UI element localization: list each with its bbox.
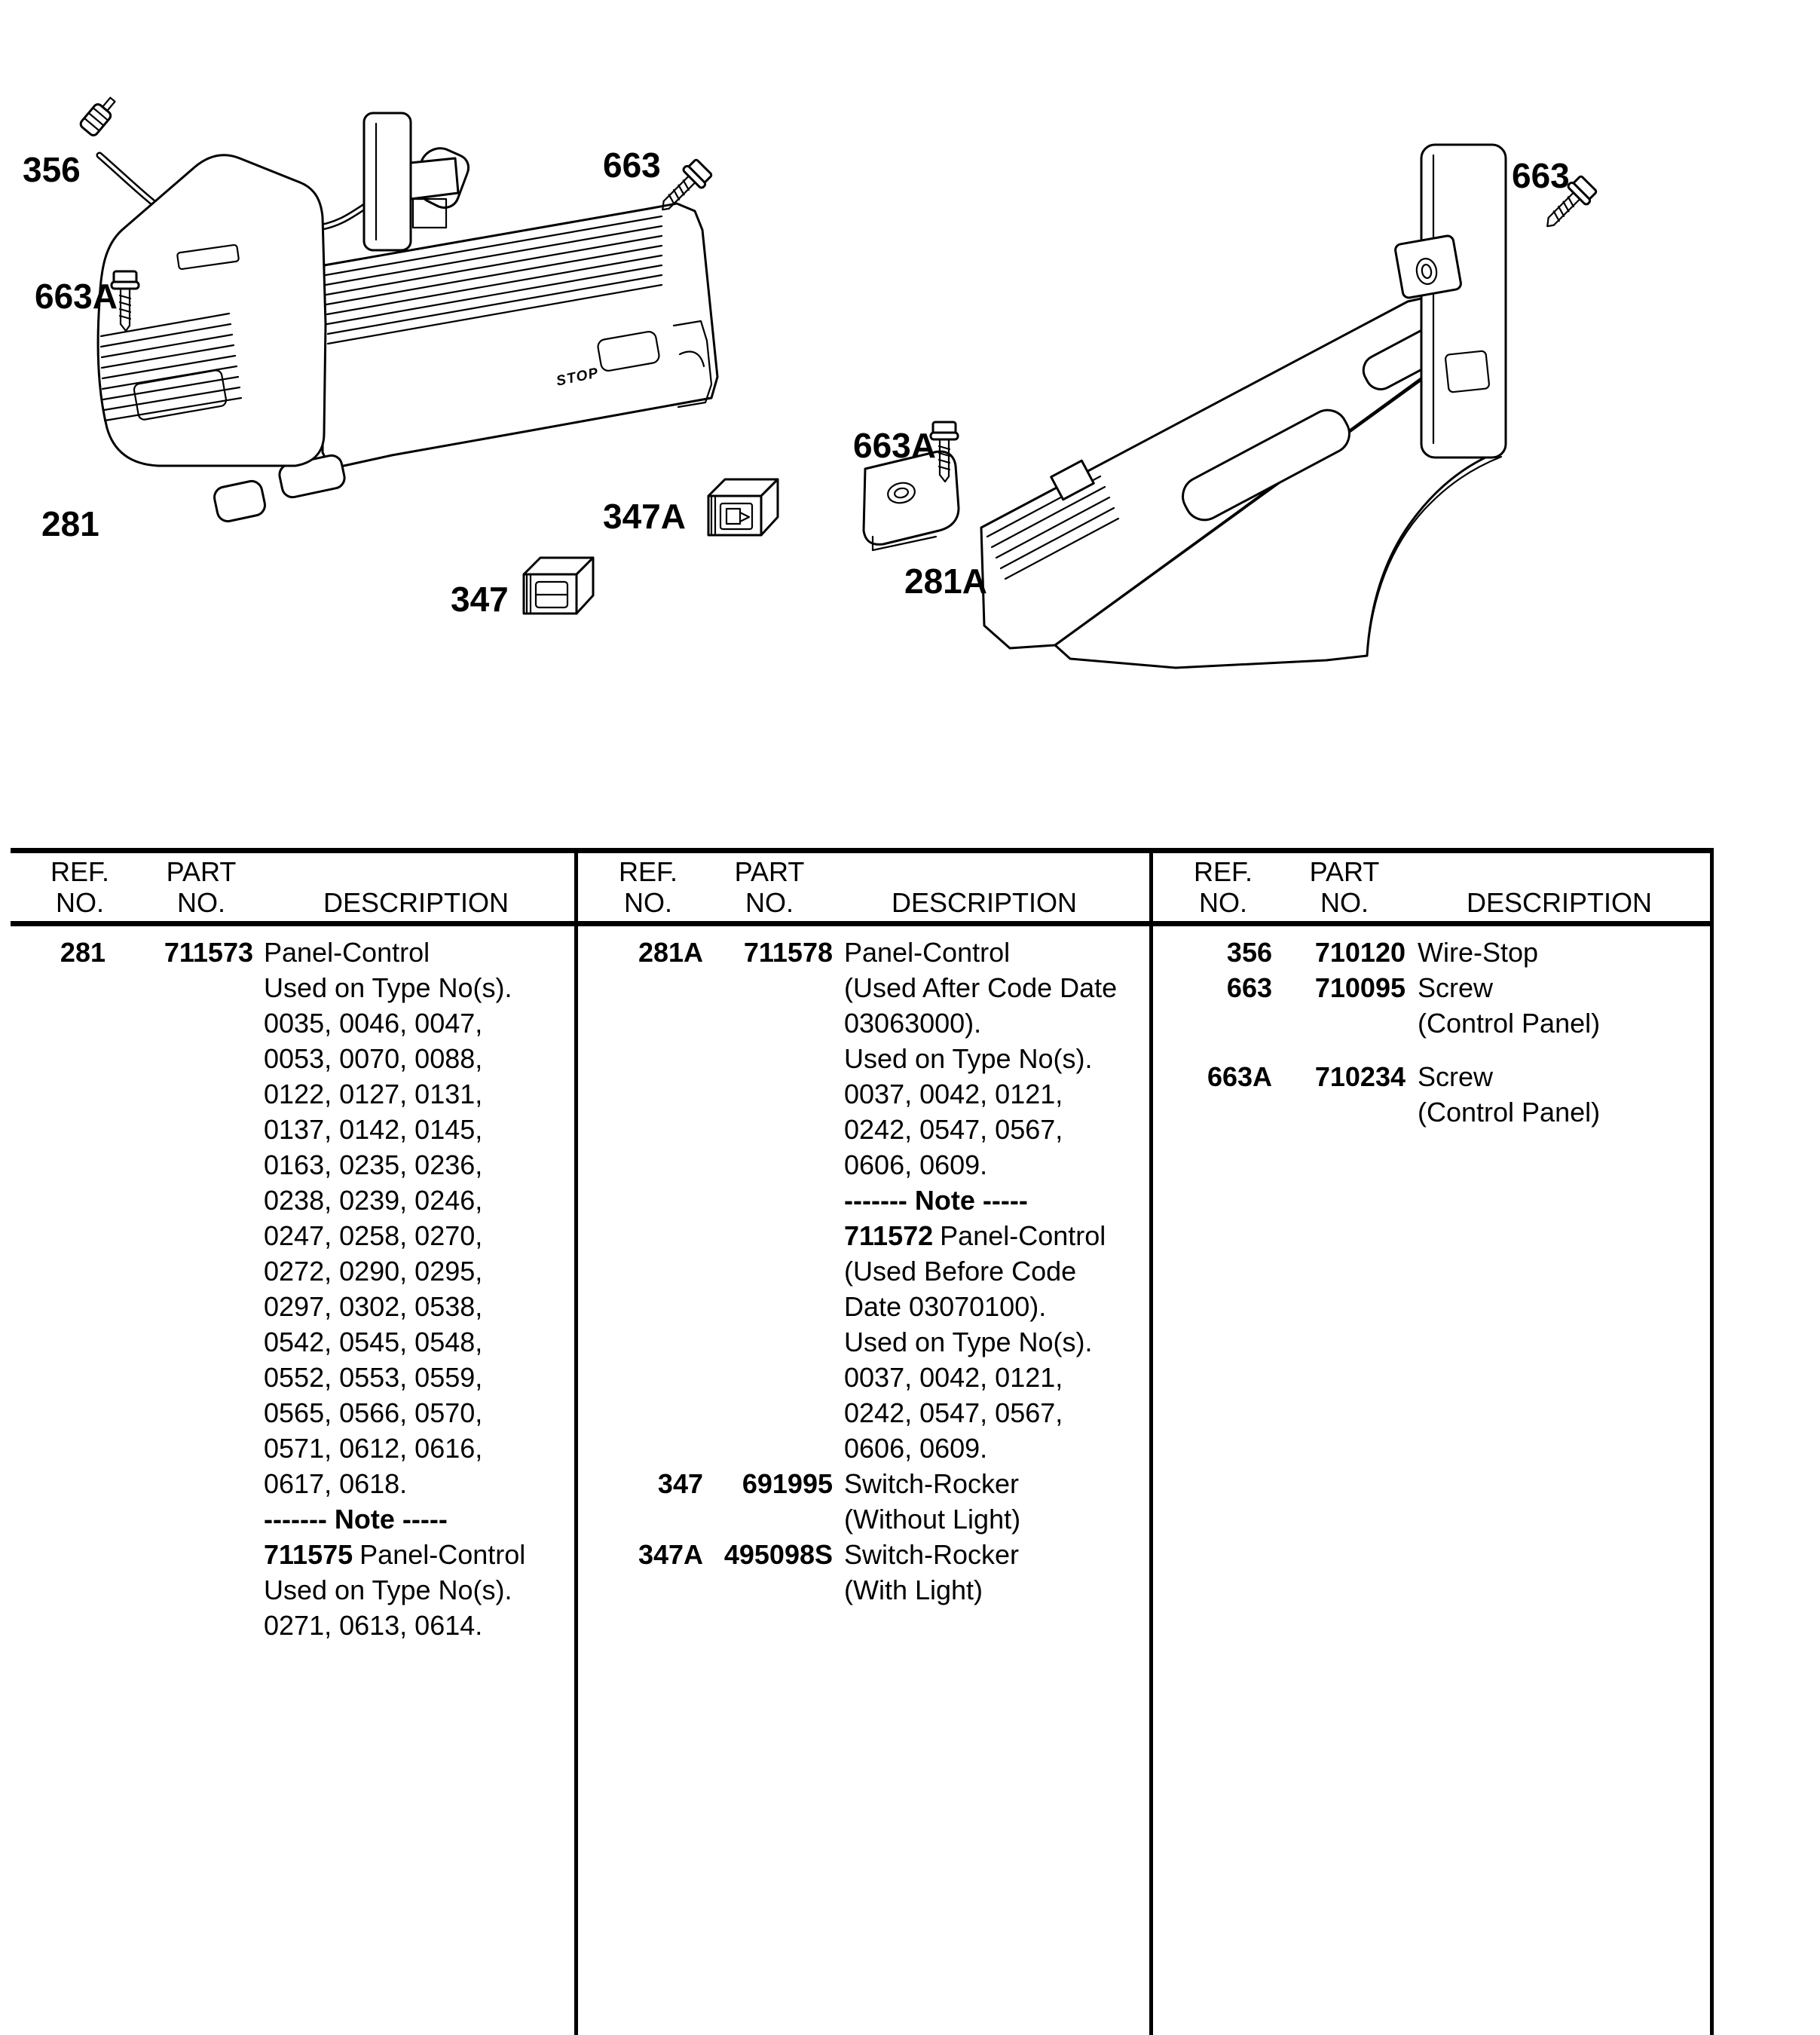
ref-no-cell: 356 xyxy=(1226,937,1272,968)
header-part-line1: PART xyxy=(166,856,237,887)
header-ref-line1: REF. xyxy=(50,856,109,887)
callout-663a-middle: 663A xyxy=(853,426,936,465)
header-part-line2: NO. xyxy=(176,887,225,918)
callout-347: 347 xyxy=(451,580,509,619)
description-line: Used on Type No(s). xyxy=(844,1043,1093,1074)
header-description: DESCRIPTION xyxy=(1466,887,1653,918)
note-part-desc: Panel-Control xyxy=(940,1220,1106,1251)
description-line: 0542, 0545, 0548, xyxy=(264,1327,483,1357)
table-top-border xyxy=(11,848,1714,853)
part-no-cell: 711573 xyxy=(164,937,253,968)
header-part-no xyxy=(720,856,818,918)
callout-663-right: 663 xyxy=(1512,156,1570,195)
description-line: Switch-Rocker xyxy=(844,1468,1020,1499)
description-line: 0037, 0042, 0121, xyxy=(844,1079,1063,1109)
header-part-no xyxy=(1295,856,1393,918)
header-ref-line1: REF. xyxy=(1193,856,1253,887)
table-row xyxy=(580,935,1149,1466)
description-line: Panel-Control xyxy=(264,937,430,968)
header-ref-line1: REF. xyxy=(618,856,678,887)
ref-no-cell: 347 xyxy=(657,1468,703,1499)
callout-663a-left: 663A xyxy=(35,277,118,316)
description-line: Screw xyxy=(1418,1061,1494,1092)
ref-no-cell: 281 xyxy=(60,937,106,968)
callout-347a: 347A xyxy=(603,497,686,536)
description-line: Screw xyxy=(1418,972,1494,1003)
description-line: 0552, 0553, 0559, xyxy=(264,1362,483,1393)
ref-no-cell: 281A xyxy=(638,937,703,968)
parts-list-column-2 xyxy=(580,935,1149,1608)
description-line: Wire-Stop xyxy=(1418,937,1539,968)
callout-356: 356 xyxy=(23,150,81,189)
description-line: (Control Panel) xyxy=(1418,1097,1601,1128)
description-line: 0137, 0142, 0145, xyxy=(264,1114,483,1145)
header-description: DESCRIPTION xyxy=(323,887,509,918)
description-line: 03063000). xyxy=(844,1008,982,1039)
header-part-line1: PART xyxy=(734,856,805,887)
note-part-line xyxy=(264,1537,574,1572)
note-divider: ------- Note ----- xyxy=(264,1504,448,1535)
description-line: 0037, 0042, 0121, xyxy=(844,1362,1063,1393)
header-part-line2: NO. xyxy=(745,887,794,918)
part-no-cell: 711578 xyxy=(743,937,833,968)
ref-no-cell: 347A xyxy=(638,1539,703,1570)
header-ref-no xyxy=(1174,856,1272,918)
description-line: (Without Light) xyxy=(844,1504,1021,1535)
description-line: 0297, 0302, 0538, xyxy=(264,1291,483,1322)
parts-list-column-3 xyxy=(1155,935,1712,1130)
stop-printed-text: STOP xyxy=(555,365,601,390)
description-line: 0272, 0290, 0295, xyxy=(264,1256,483,1287)
header-ref-no xyxy=(31,856,129,918)
note-divider: ------- Note ----- xyxy=(844,1185,1028,1216)
description-line: Used on Type No(s). xyxy=(264,972,512,1003)
description-line: 0053, 0070, 0088, xyxy=(264,1043,483,1074)
description-line: 0247, 0258, 0270, xyxy=(264,1220,483,1251)
header-ref-line2: NO. xyxy=(55,887,104,918)
callout-281: 281 xyxy=(41,504,99,543)
description-line: (With Light) xyxy=(844,1574,983,1605)
table-row xyxy=(1155,1059,1712,1130)
description-line: Date 03070100). xyxy=(844,1291,1047,1322)
table-row xyxy=(1155,935,1712,970)
description-line: 0242, 0547, 0567, xyxy=(844,1114,1063,1145)
description-cell xyxy=(1418,1059,1712,1130)
header-ref-no xyxy=(599,856,697,918)
description-line: Switch-Rocker xyxy=(844,1539,1020,1570)
table-column-divider-1 xyxy=(574,848,578,2035)
callout-663-middle: 663 xyxy=(603,145,661,185)
description-line: 0242, 0547, 0567, xyxy=(844,1397,1063,1428)
description-line: 0035, 0046, 0047, xyxy=(264,1008,483,1039)
rocker-switch-347a-illustration xyxy=(708,479,778,535)
note-part-no: 711572 xyxy=(844,1220,934,1251)
part-no-cell: 710120 xyxy=(1314,937,1406,968)
description-line: 0163, 0235, 0236, xyxy=(264,1149,483,1180)
rocker-switch-347-illustration xyxy=(524,558,593,614)
header-ref-line2: NO. xyxy=(623,887,672,918)
description-line: 0617, 0618. xyxy=(264,1468,408,1499)
part-no-cell: 495098S xyxy=(723,1539,833,1570)
description-line: 0238, 0239, 0246, xyxy=(264,1185,483,1216)
description-line: 0606, 0609. xyxy=(844,1149,988,1180)
callout-281a: 281A xyxy=(904,562,987,601)
description-cell xyxy=(1418,970,1712,1041)
table-header-divider xyxy=(11,921,1714,926)
ref-no-cell: 663A xyxy=(1207,1061,1272,1092)
description-cell xyxy=(844,1466,1149,1537)
description-line: Panel-Control xyxy=(844,937,1011,968)
note-part-no: 711575 xyxy=(264,1539,353,1570)
part-no-cell: 691995 xyxy=(742,1468,833,1499)
header-ref-line2: NO. xyxy=(1198,887,1247,918)
parts-list-column-1 xyxy=(12,935,574,1643)
description-line: Used on Type No(s). xyxy=(844,1327,1093,1357)
note-part-desc: Panel-Control xyxy=(359,1539,526,1570)
description-cell xyxy=(844,935,1149,1466)
description-cell xyxy=(844,1537,1149,1608)
table-row xyxy=(580,1537,1149,1608)
note-part-line xyxy=(844,1218,1149,1253)
table-row xyxy=(580,1466,1149,1537)
header-part-line1: PART xyxy=(1309,856,1380,887)
description-line: Used on Type No(s). xyxy=(264,1574,512,1605)
ref-no-cell: 663 xyxy=(1226,972,1272,1003)
part-no-cell: 710095 xyxy=(1314,972,1406,1003)
description-line: (Used Before Code xyxy=(844,1256,1077,1287)
header-part-line2: NO. xyxy=(1320,887,1369,918)
description-line: 0606, 0609. xyxy=(844,1433,988,1464)
description-line: 0271, 0613, 0614. xyxy=(264,1610,483,1641)
description-line: 0122, 0127, 0131, xyxy=(264,1079,483,1109)
description-cell xyxy=(264,935,574,1643)
table-row xyxy=(1155,970,1712,1041)
part-no-cell: 710234 xyxy=(1314,1061,1406,1092)
table-row xyxy=(12,935,574,1643)
description-line: 0571, 0612, 0616, xyxy=(264,1433,483,1464)
description-line: (Used After Code Date xyxy=(844,972,1118,1003)
description-cell xyxy=(1418,935,1712,970)
exploded-parts-diagram xyxy=(0,0,1820,844)
description-line: 0565, 0566, 0570, xyxy=(264,1397,483,1428)
description-line: (Control Panel) xyxy=(1418,1008,1601,1039)
header-description: DESCRIPTION xyxy=(891,887,1078,918)
table-column-divider-2 xyxy=(1149,848,1153,2035)
header-part-no xyxy=(152,856,250,918)
